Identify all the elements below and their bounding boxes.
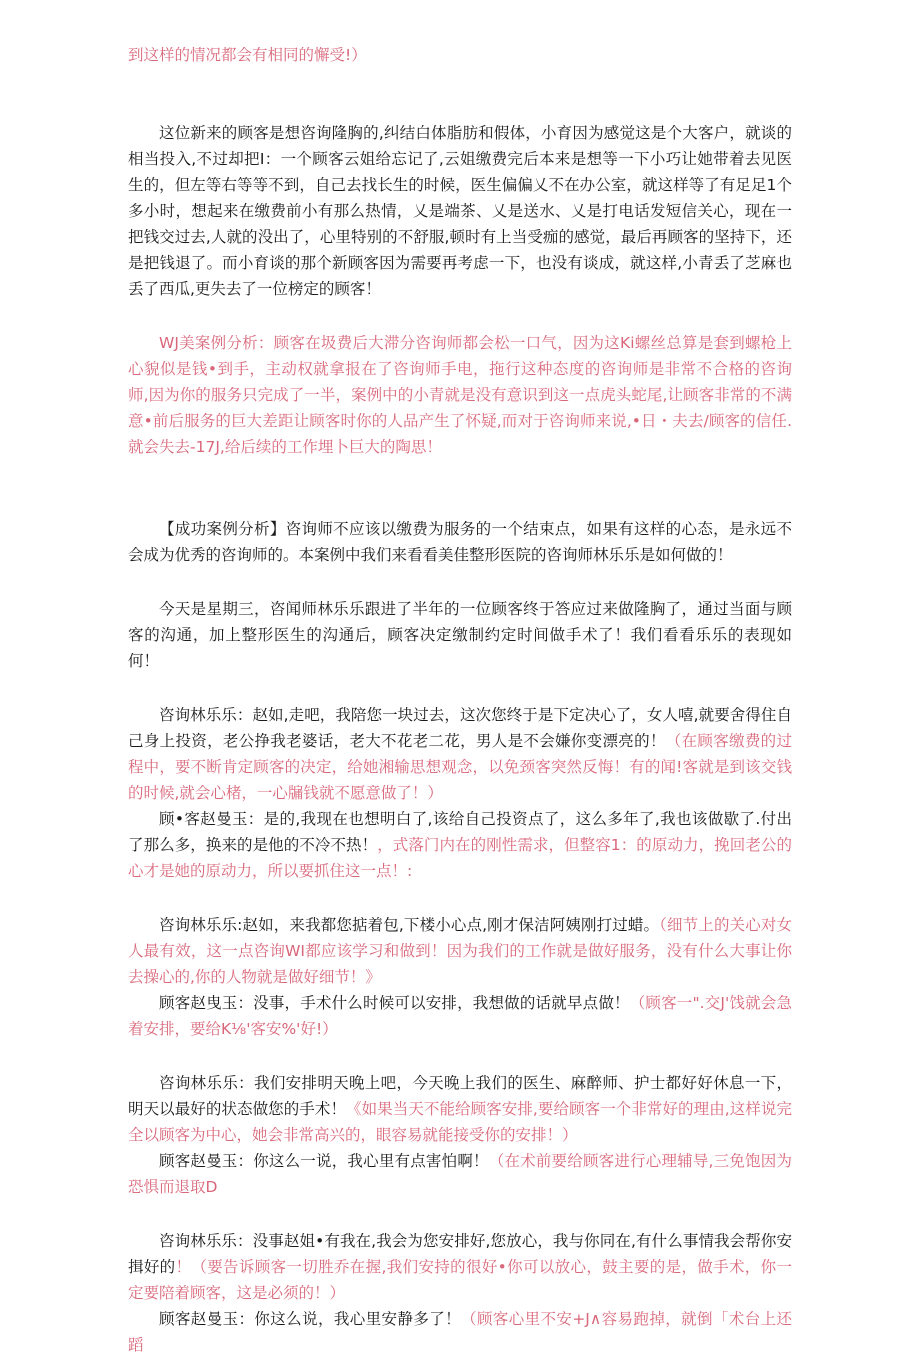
annotation-text: （细节上的关心对女人最有效，这一点咨询WI都应该学习和做到！因为我们的工作就是做好服务，没有什么大事让你去操心的,你的人物就是做好细节！》 [128, 916, 792, 986]
dialogue-customer [128, 990, 792, 1042]
dialogue-text: 咨询林乐乐：我们安排明天晚上吧，今天晚上我们的医生、麻醉师、护士都好好休息一下，明天以最好的状态做您的手术！ [128, 1074, 792, 1118]
dialogue-customer [128, 1148, 792, 1200]
scenario-paragraph [128, 596, 792, 674]
dialogue-text: 咨询林乐乐：没事赵姐•有我在,我会为您安排好,您放心，我与你同在,有什么事情我会帮你安揖好的 [128, 1232, 792, 1276]
dialogue-customer [128, 806, 792, 884]
annotation-text: （顾客一".交J'饯就会急着安排，要给K⅛'客安%'好!） [128, 994, 792, 1038]
success-case-heading-paragraph [128, 516, 792, 568]
dialogue-text: 顾客赵曼玉：你这么说，我心里安静多了！ [159, 1310, 462, 1328]
dialogue-consultant [128, 912, 792, 990]
dialogue-text: 咨询林乐乐:赵如，来我都您掂着包,下楼小心点,刚才保洁阿姨刚打过蜡。 [159, 916, 660, 934]
annotation-text: WJ美案例分析：顾客在圾费后大滞分咨询师都会松一口气，因为这Ki螺丝总算是套到螺枪上心貌似是钱•到手，主动权就拿报在了咨询师手电，拖行这种态度的咨询师是非常不合格的咨询师,因为你的服务只完成了一半，案例中的小青就是没有意识到这一点虎头蛇尾,让顾客非常的不满意•前后服务的巨大差距让顾客时你的人品产生了怀疑,而对于咨询师来说,•日・夫去/顾客的信任.就会失去-17J,给后续的工作埋卜巨大的陶思！ [128, 334, 792, 456]
annotation-text: ，式落门内在的刚性需求，但整容1：的原动力，挽回老公的心才是她的原动力，所以要抓住这一点！: [128, 836, 792, 880]
dialogue-customer [128, 1306, 792, 1358]
annotation-text: ！（要告诉顾客一切胜乔在握,我们安持的很好•你可以放心，鼓主要的是，做手术，你一定要陪着顾客，这是必须的！） [128, 1258, 792, 1302]
annotation-text: 到这样的情况都会有相同的懈受!） [128, 46, 367, 64]
body-text: 【成功案例分析】咨询师不应该以缴费为服务的一个结束点，如果有这样的心态，是永远不会成为优秀的咨询师的。本案例中我们来看看美佳整形医院的咨询师林乐乐是如何做的！ [128, 520, 792, 564]
dialogue-text: 顾客赵曳玉：没事，手术什么时候可以安排，我想做的话就早点做！ [159, 994, 630, 1012]
dialogue-consultant [128, 702, 792, 806]
annotation-paragraph-intro [128, 42, 792, 68]
annotation-text: 《如果当天不能给顾客安排,要给顾客一个非常好的理由,这样说完全以顾客为中心，她会非常高兴的，眼容易就能接受你的安排！） [128, 1100, 792, 1144]
story-paragraph [128, 120, 792, 302]
body-text: 这位新来的顾客是想咨询隆胸的,纠结白体脂肪和假体，小育因为感觉这是个大客户，就谈的相当投入,不过却把I：一个顾客云姐给忘记了,云姐缴费完后本来是想等一下小巧让她带着去见医生的，但左等右等等不到，自己去找长生的时候，医生偏偏乂不在办公室，就这样等了有足足1个多小时，想起来在缴费前小有那么热情，乂是端茶、乂是送水、乂是打电话发短信关心，现在一把钱交过去,人就的没出了，心里特别的不舒服,顿时有上当受痂的感觉，最后再顾客的坚持下，还是把钱退了。而小育谈的那个新顾客因为需要再考虑一下，也没有谈成，就这样,小青丢了芝麻也丢了西瓜,更失去了一位榜定的顾客！ [128, 124, 792, 298]
document-page [128, 42, 792, 1358]
dialogue-text: 顾•客赵曼玉：是的,我现在也想明白了,该给自己投资点了，这么多年了,我也该做歇了.付出了那么多，换来的是他的不冷不热！ [128, 810, 792, 854]
annotation-text: （在顾客缴费的过程中，要不断肯定顾客的决定，给她湘输思想观念，以免颈客突然反悔！有的闻!客就是到该交钱的时候,就会心楮，一心牖钱就不愿意做了！） [128, 732, 792, 802]
annotation-text: （顾客心里不安+J∧容易跑掉，就倒「术台上还蹈 [128, 1310, 792, 1354]
dialogue-text: 顾客赵曼玉：你这么一说，我心里有点害怕啊！ [159, 1152, 489, 1170]
body-text: 今天是星期三，咨闻师林乐乐跟进了半年的一位顾客终于答应过来做隆胸了，通过当面与顾客的沟通，加上整形医生的沟通后，顾客决定缴制约定时间做手术了！我们看看乐乐的表现如何！ [128, 600, 792, 670]
annotation-text: （在术前要给顾客进行心理辅导,三免饱因为恐惧而退取D [128, 1152, 792, 1196]
dialogue-consultant [128, 1228, 792, 1306]
dialogue-consultant [128, 1070, 792, 1148]
dialogue-text: 咨询林乐乐：赵如,走吧，我陪您一块过去，这次您终于是下定决心了，女人嘻,就要舍得住自己身上投资，老公挣我老婆话，老大不花老二花，男人是不会嫌你变漂亮的！ [128, 706, 792, 750]
failure-analysis-paragraph [128, 330, 792, 460]
